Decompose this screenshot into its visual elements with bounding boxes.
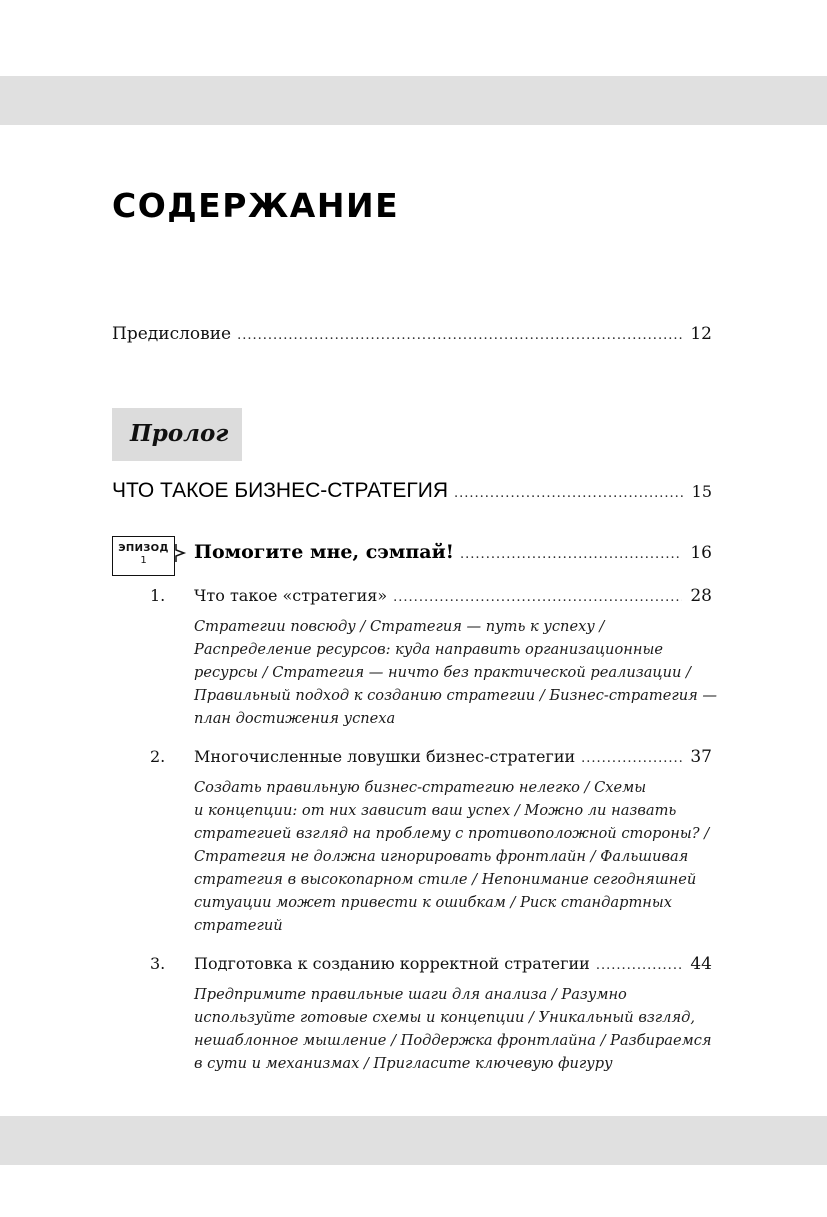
toc-entry-chapter[interactable] bbox=[194, 747, 712, 767]
chapter-number: 1. bbox=[150, 586, 166, 605]
topic-line: ресурсы / Стратегия — ничто без практической реализации / bbox=[194, 664, 691, 681]
topic-line: используйте готовые схемы и концепции / Уникальный взгляд, bbox=[194, 1009, 696, 1026]
toc-part-label: ЧТО ТАКОЕ БИЗНЕС-СТРАТЕГИЯ bbox=[112, 479, 448, 502]
toc-entry-chapter[interactable] bbox=[194, 954, 712, 974]
topic-line: Стратегия не должна игнорировать фронтлайн / Фальшивая bbox=[194, 848, 689, 865]
topic-line: стратегий bbox=[194, 917, 283, 934]
toc-page-number: 37 bbox=[690, 747, 712, 767]
header-band bbox=[0, 76, 827, 125]
dot-leader bbox=[393, 590, 682, 605]
dot-leader bbox=[596, 958, 683, 973]
toc-entry-part[interactable] bbox=[112, 479, 712, 503]
episode-badge-word: ЭПИЗОД bbox=[118, 543, 169, 554]
chapter-topics bbox=[194, 983, 719, 1075]
chapter-topics bbox=[194, 776, 719, 937]
page-title: СОДЕРЖАНИЕ bbox=[112, 186, 400, 225]
toc-entry-chapter[interactable] bbox=[194, 586, 712, 606]
chapter-number: 2. bbox=[150, 747, 166, 766]
dot-leader bbox=[581, 751, 682, 766]
topic-line: в сути и механизмах / Пригласите ключевую фигуру bbox=[194, 1055, 613, 1072]
topic-line: план достижения успеха bbox=[194, 710, 396, 727]
chapter-topics bbox=[194, 615, 719, 730]
toc-chapter-title: Подготовка к созданию корректной стратегии bbox=[194, 954, 590, 973]
toc-page-number: 12 bbox=[690, 324, 712, 344]
episode-pointer-icon bbox=[175, 542, 189, 564]
dot-leader bbox=[454, 486, 684, 501]
toc-episode-label: Помогите мне, сэмпай! bbox=[194, 541, 455, 563]
footer-band bbox=[0, 1116, 827, 1165]
prolog-heading: Пролог bbox=[130, 420, 229, 447]
topic-line: Правильный подход к созданию стратегии / Бизнес-стратегия — bbox=[194, 687, 718, 704]
episode-badge bbox=[112, 536, 175, 576]
dot-leader bbox=[460, 547, 682, 562]
topic-line: Создать правильную бизнес-стратегию нелегко / Схемы bbox=[194, 779, 647, 796]
toc-page-number: 44 bbox=[690, 954, 712, 974]
toc-entry-episode[interactable] bbox=[194, 541, 712, 563]
dot-leader bbox=[237, 328, 682, 343]
chapter-number: 3. bbox=[150, 954, 166, 973]
topic-line: нешаблонное мышление / Поддержка фронтлайна / Разбираемся bbox=[194, 1032, 712, 1049]
topic-line: Предпримите правильные шаги для анализа / Разумно bbox=[194, 986, 627, 1003]
toc-entry-preface[interactable] bbox=[112, 324, 712, 344]
episode-badge-number: 1 bbox=[140, 555, 147, 566]
topic-line: Стратегии повсюду / Стратегия — путь к успеху / bbox=[194, 618, 605, 635]
topic-line: стратегией взгляд на проблему с противоположной стороны? / bbox=[194, 825, 710, 842]
toc-page-number: 28 bbox=[690, 586, 712, 606]
topic-line: стратегия в высокопарном стиле / Непонимание сегодняшней bbox=[194, 871, 697, 888]
toc-page-number: 15 bbox=[691, 482, 712, 501]
toc-chapter-title: Что такое «стратегия» bbox=[194, 586, 388, 605]
toc-entry-label: Предисловие bbox=[112, 324, 232, 344]
toc-chapter-title: Многочисленные ловушки бизнес-стратегии bbox=[194, 747, 576, 766]
toc-page-number: 16 bbox=[690, 543, 712, 563]
topic-line: и концепции: от них зависит ваш успех / Можно ли назвать bbox=[194, 802, 677, 819]
topic-line: ситуации может привести к ошибкам / Риск стандартных bbox=[194, 894, 673, 911]
topic-line: Распределение ресурсов: куда направить организационные bbox=[194, 641, 663, 658]
